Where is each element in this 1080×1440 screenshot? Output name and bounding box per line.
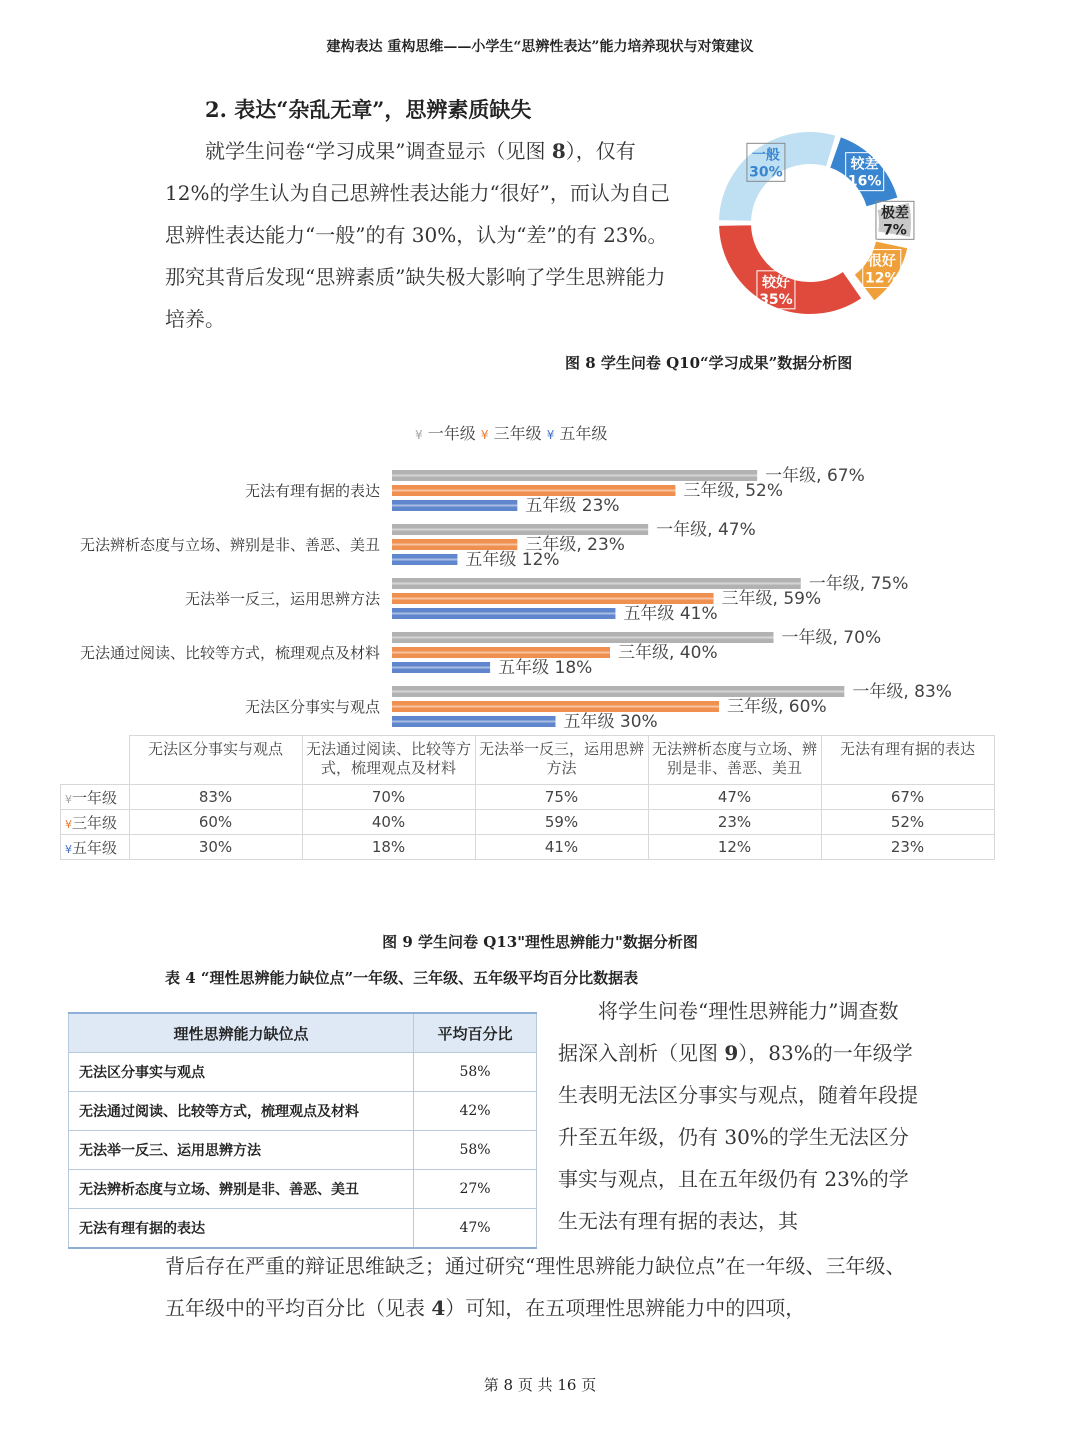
- table4-caption: 表 4 “理性思辨能力缺位点”一年级、三年级、五年级平均百分比数据表: [165, 969, 639, 987]
- paragraph-reasoning-analysis: [558, 990, 918, 1242]
- table-cell: 47%: [414, 1209, 537, 1249]
- table-cell: 47%: [648, 785, 821, 810]
- category-label: 无法举一反三，运用思辨方法: [184, 590, 380, 608]
- table-row: [61, 835, 995, 860]
- row-header-grade1: [61, 785, 130, 810]
- row-header-grade5: [61, 835, 130, 860]
- bar-texture: [392, 529, 648, 531]
- row-label: 五年级: [72, 838, 118, 857]
- table-cell: 75%: [475, 785, 648, 810]
- bar-data-label: 一年级, 70%: [781, 628, 882, 648]
- table-header: 平均百分比: [414, 1013, 537, 1053]
- table-cell: 27%: [414, 1170, 537, 1209]
- bar-data-label: 三年级, 23%: [525, 535, 625, 555]
- bar-data-label: 三年级, 60%: [727, 697, 827, 717]
- table-cell: 无法举一反三、运用思辨方法: [69, 1131, 414, 1170]
- table-cell: 70%: [302, 785, 475, 810]
- table-cell: 23%: [821, 835, 994, 860]
- bar-data-label: 一年级, 67%: [765, 466, 865, 486]
- bar-texture: [392, 667, 490, 669]
- figure-ref: 9: [724, 1041, 739, 1065]
- bar-data-label: 三年级, 52%: [683, 481, 783, 501]
- table-cell: 12%: [648, 835, 821, 860]
- category-label: 无法区分事实与观点: [244, 698, 380, 716]
- bar-texture: [392, 583, 801, 585]
- bar-data-label: 三年级, 40%: [618, 643, 718, 663]
- paragraph-text: ）可知，在五项理性思辨能力中的四项，: [445, 1296, 806, 1320]
- bar-data-label: 五年级 23%: [525, 496, 620, 516]
- table-cell: 无法通过阅读、比较等方式，梳理观点及材料: [69, 1092, 414, 1131]
- row-header-grade3: [61, 810, 130, 835]
- slice-value: 12%: [865, 270, 899, 287]
- table-row: [69, 1131, 537, 1170]
- bar-data-label: 五年级 41%: [623, 604, 718, 624]
- bar-data-label: 一年级, 47%: [656, 520, 756, 540]
- slice-value: 16%: [847, 173, 882, 190]
- slice-label: 较好: [761, 274, 790, 291]
- bar-texture: [392, 613, 615, 615]
- table-row: [69, 1209, 537, 1249]
- table-header: 无法区分事实与观点: [129, 736, 302, 785]
- bar-texture: [392, 721, 556, 723]
- table-row: [69, 1092, 537, 1131]
- table-cell: 60%: [129, 810, 302, 835]
- paragraph-text: ），83%的一年级学生表明无法区分事实与观点，随着年段提升至五年级，仍有 30%的学生无法区分事实与观点，且在五年级仍有 23%的学生无法有理有据的表达，其: [558, 1041, 918, 1233]
- table-header: 无法有理有据的表达: [821, 736, 994, 785]
- table-cell: 41%: [475, 835, 648, 860]
- legend-label-grade1: 一年级: [427, 424, 476, 443]
- table-cell: 58%: [414, 1053, 537, 1092]
- table-cell: 18%: [302, 835, 475, 860]
- bar-data-label: 五年级 30%: [563, 712, 658, 732]
- table-cell: 58%: [414, 1131, 537, 1170]
- table-row: [61, 785, 995, 810]
- row-label: 一年级: [72, 788, 118, 807]
- table-header: 无法举一反三，运用思辨方法: [475, 736, 648, 785]
- slice-value: 30%: [749, 164, 783, 181]
- table-cell: 无法辨析态度与立场、辨别是非、善恶、美丑: [69, 1170, 414, 1209]
- slice-label: 极差: [880, 205, 909, 222]
- fig8-caption: 图 8 学生问卷 Q10“学习成果”数据分析图: [565, 354, 853, 372]
- paragraph-text: 将学生问卷“理性思辨能力”调查数据深入剖析（见图: [558, 999, 899, 1065]
- table-cell: 23%: [648, 810, 821, 835]
- bar-texture: [392, 475, 757, 477]
- slice-value: 7%: [883, 222, 907, 239]
- bar-texture: [392, 559, 457, 561]
- table-row: [69, 1170, 537, 1209]
- bar-data-label: 一年级, 83%: [852, 682, 952, 702]
- slice-label: 较差: [850, 156, 879, 173]
- fig8-donut-chart: [700, 115, 920, 330]
- paragraph-text: ），仅有 12%的学生认为自己思辨性表达能力“很好”，而认为自己思辨性表达能力“一般”的有 30%，认为“差”的有 23%。那究其背后发现“思辨素质”缺失极大影响了学生思辨能力培养。: [165, 139, 670, 331]
- slice-label: 很好: [867, 253, 896, 270]
- fig9-caption: 图 9 学生问卷 Q13"理性思辨能力"数据分析图: [382, 933, 698, 951]
- bar-texture: [392, 490, 675, 492]
- bar-data-label: 五年级 12%: [465, 550, 560, 570]
- page-number: 第 8 页 共 16 页: [483, 1376, 597, 1394]
- legend-marker-grade3: ¥: [480, 428, 489, 442]
- legend-marker-grade1: ¥: [65, 792, 72, 806]
- legend-label-grade3: 三年级: [493, 424, 542, 443]
- table-cell: 83%: [129, 785, 302, 810]
- legend-marker-grade5: ¥: [65, 842, 72, 856]
- legend-marker-grade3: ¥: [65, 817, 72, 831]
- bar-texture: [392, 598, 714, 600]
- table-header-row: [61, 736, 995, 785]
- table-cell: 无法有理有据的表达: [69, 1209, 414, 1249]
- bar-data-label: 三年级, 59%: [721, 589, 822, 609]
- bar-texture: [392, 691, 844, 693]
- category-label: 无法通过阅读、比较等方式，梳理观点及材料: [79, 644, 380, 662]
- paragraph-conclusion: [165, 1245, 925, 1329]
- row-label: 三年级: [72, 813, 118, 832]
- table4: [68, 1012, 537, 1249]
- legend-marker-grade5: ¥: [546, 428, 555, 442]
- table-header: 无法辨析态度与立场、辨别是非、善恶、美丑: [648, 736, 821, 785]
- table-ref: 4: [431, 1296, 446, 1320]
- paragraph-text: 就学生问卷“学习成果”调查显示（见图: [205, 139, 552, 163]
- slice-value: 35%: [759, 291, 793, 308]
- bar-data-label: 五年级 18%: [498, 658, 593, 678]
- legend-marker-grade1: ¥: [415, 428, 423, 442]
- bar-texture: [392, 505, 517, 507]
- table-header: 无法通过阅读、比较等方式，梳理观点及材料: [302, 736, 475, 785]
- table-cell: 42%: [414, 1092, 537, 1131]
- table-cell: 67%: [821, 785, 994, 810]
- table-header: 理性思辨能力缺位点: [69, 1013, 414, 1053]
- paragraph-learning-results: [165, 130, 675, 340]
- category-label: 无法有理有据的表达: [244, 482, 380, 500]
- table-cell: 无法区分事实与观点: [69, 1053, 414, 1092]
- table-cell: 59%: [475, 810, 648, 835]
- figure-ref: 8: [551, 139, 566, 163]
- fig9-bar-chart: [0, 460, 1080, 735]
- table-header-row: [69, 1013, 537, 1053]
- legend-label-grade5: 五年级: [559, 424, 608, 443]
- fig9-data-table: [60, 735, 995, 860]
- table-row: [61, 810, 995, 835]
- table-row: [69, 1053, 537, 1092]
- table-cell: 52%: [821, 810, 994, 835]
- fig9-legend: [415, 421, 607, 444]
- section-heading: 2. 表达“杂乱无章”，思辨素质缺失: [205, 97, 532, 122]
- category-label: 无法辨析态度与立场、辨别是非、善恶、美丑: [79, 536, 380, 554]
- table-corner: [61, 736, 130, 785]
- bar-texture: [392, 706, 719, 708]
- bar-texture: [392, 652, 610, 654]
- paragraph-text: 背后存在严重的辩证思维缺乏；通过研究“理性思辨能力缺位点”在一年级、三年级、五年级中的平均百分比（见表: [165, 1254, 906, 1320]
- table-cell: 30%: [129, 835, 302, 860]
- bar-texture: [392, 544, 517, 546]
- slice-label: 一般: [751, 147, 780, 164]
- running-header: 建构表达 重构思维——小学生“思辨性表达”能力培养现状与对策建议: [326, 39, 754, 55]
- bar-texture: [392, 637, 774, 639]
- table-cell: 40%: [302, 810, 475, 835]
- bar-data-label: 一年级, 75%: [808, 574, 909, 594]
